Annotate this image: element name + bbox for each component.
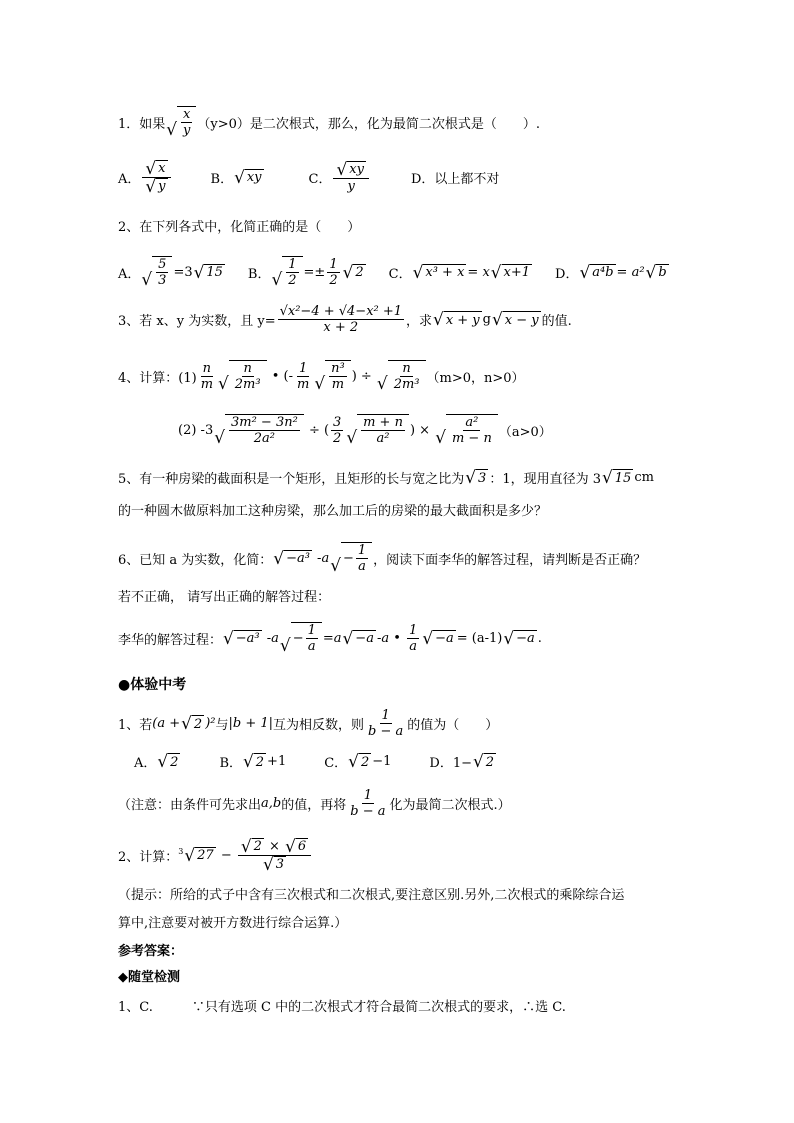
q5-text1: 5、有一种房梁的截面积是一个矩形，且矩形的长与宽之比为 <box>118 472 465 487</box>
e1-b-tail: +1 <box>267 754 287 769</box>
option-c-expr: √ xy y <box>333 161 368 194</box>
answers-title: 参考答案： <box>118 944 184 959</box>
question-4-part2 <box>178 414 552 446</box>
q6-minus-a3: -a • <box>376 630 406 646</box>
q2-stem-text: 2、在下列各式中，化简正确的是（ ） <box>118 220 361 235</box>
q2-c-rad: √ x³ + x <box>412 261 465 282</box>
q5-rad: √ 3 <box>465 467 487 488</box>
e1-b-label: B． <box>219 756 242 771</box>
q4-rad6: √ $\frac{\text{a²}}{m - n}$ <box>435 414 498 446</box>
q4-n-over-m: $\frac{n}{m}$ <box>200 360 214 392</box>
e1-c-tail: −1 <box>372 754 392 769</box>
q2-a-rad: √ $\frac{5}{3}$ <box>141 256 172 288</box>
e1-frac: $\frac{1}{b - a}$ <box>368 708 404 739</box>
e1-text4: 的值为（ ） <box>407 718 499 733</box>
section-exam-title: ●体验中考 <box>118 677 187 693</box>
e1-expr1: (a + <box>152 716 181 731</box>
q6-rad3: √ −a³ <box>223 627 260 648</box>
e1-rad: √ 2 <box>181 713 203 734</box>
q2-d-label: D． <box>555 266 579 282</box>
q1-prefix: 1．如果 <box>118 116 166 132</box>
question-5-line1 <box>118 468 654 487</box>
question-1-options <box>118 160 499 195</box>
q3-dot: g <box>482 312 491 327</box>
e2-frac: √ 2 × √ 6 √ 3 <box>238 838 311 873</box>
q2-a-rad2: √ 15 <box>193 261 223 282</box>
q4-tail1: （m>0，n>0） <box>426 370 525 386</box>
exam-question-1-note <box>118 788 511 819</box>
q6-rad2: √ − $\frac{1}{a}$ <box>330 542 372 574</box>
q6-text4: 李华的解答过程： <box>118 632 223 648</box>
q2-b-rad2: √ 2 <box>342 261 364 282</box>
option-b-expr: √ xy <box>234 166 262 187</box>
q2-a-label: A． <box>118 266 141 282</box>
e1-abs: |b + 1| <box>228 716 274 731</box>
option-a-expr: √ x √ y <box>142 160 170 195</box>
q4-part2-prefix: (2) -3 <box>178 422 214 438</box>
exam-question-2-hint1: （提示：所给的式子中含有三次根式和二次根式,要注意区别.另外,二次根式的乘除综合运 <box>118 888 625 903</box>
q2-a-mid: =3 <box>173 264 193 280</box>
q2-d-mid: = a² <box>616 264 645 280</box>
q3-rad2: √ x − y <box>491 309 539 330</box>
e2-minus: − <box>216 847 236 863</box>
q5-text3: cm <box>634 470 654 485</box>
q6-period: . <box>537 630 542 646</box>
q4-three-half: $\frac{3}{2}$ <box>333 414 342 446</box>
answers-subtitle: ◆随堂检测 <box>118 970 180 985</box>
q3-prefix: 3、若 x、y 为实数，且 y= <box>118 314 276 329</box>
q4-times: ) × <box>409 422 435 438</box>
option-d: D．以上都不对 <box>410 171 500 187</box>
q4-div: ) ÷ <box>351 368 376 384</box>
q2-d-rad2: √ b <box>645 261 667 282</box>
q4-rad4: √ $\frac{\text{3m² − 3n²}}{\text{2a²}}$ <box>214 414 304 446</box>
e1-d-label: D．1− <box>429 756 472 771</box>
q4-rad5: √ $\frac{m + n}{\text{a²}}$ <box>346 414 409 446</box>
q2-b-half: $\frac{1}{2}$ <box>329 256 338 288</box>
q2-c-mid: = x <box>467 264 490 280</box>
exam-question-2-hint2: 算中,注意要对被开方数进行综合运算.） <box>118 916 348 931</box>
q2-d-rad: √ a⁴b <box>579 261 614 282</box>
option-c-label: C． <box>308 171 332 187</box>
question-3 <box>118 304 572 335</box>
exam-question-1: 1、若 (a + √ 2 )² 与 |b + 1| 互为相反数，则 $\frac{1}{b - a}$ 的值为（ ） <box>118 708 499 739</box>
option-b-label: B． <box>210 171 234 187</box>
q6-rad4: √ − $\frac{1}{a}$ <box>280 622 322 654</box>
q4-one-over-m: $\frac{1}{m}$ <box>297 360 310 392</box>
e1-c-rad: √ 2 <box>348 751 370 772</box>
q6-rad6: √ −a <box>422 627 454 648</box>
question-4-part1 <box>118 360 525 392</box>
q6-minus-a2: -a <box>262 630 279 646</box>
q5-text2: ：1，现用直径为 3 <box>489 472 602 487</box>
e1-b-rad: √ 2 <box>243 751 265 772</box>
q4-dot: • (- <box>267 368 293 384</box>
e1-note-a: （注意：由条件可先求出 <box>118 798 262 813</box>
q6-text3: 若不正确， 请写出正确的解答过程： <box>118 590 331 605</box>
q4-rad2: √ $\frac{\text{n³}}{m}$ <box>314 360 350 392</box>
q3-rad1: √ x + y <box>433 309 480 330</box>
e1-text2: 与 <box>215 718 229 733</box>
q6-minus-a: -a <box>312 550 330 566</box>
question-2-stem <box>118 216 360 235</box>
q6-text5: = (a-1) <box>456 630 503 646</box>
q4-rad3: √ $\frac{n}{\text{2m³}}$ <box>377 360 426 392</box>
q4-prefix: 4、计算：(1) <box>118 370 197 386</box>
q3-suffix: 的值. <box>541 314 572 329</box>
e1-a-label: A． <box>134 756 157 771</box>
option-a-label: A． <box>118 171 141 187</box>
e1-text1: 1、若 <box>118 718 153 733</box>
question-6-line3 <box>118 622 542 654</box>
e1-note-b: a,b <box>261 796 282 811</box>
q5-rad2: √ 15 <box>602 467 632 488</box>
q5-text4: 的一种圆木做原料加工这种房梁，那么加工后的房梁的最大截面积是多少？ <box>118 504 548 519</box>
q1-suffix: （y>0）是二次根式，那么，化为最简二次根式是（ ）. <box>197 116 541 132</box>
exam-question-1-options <box>134 752 497 771</box>
q3-mid: ，求 <box>406 314 433 329</box>
q4-rad1: √ $\frac{n}{\text{2m³}}$ <box>218 360 267 392</box>
q3-fraction: $\frac{\text{√x²−4 + √4−x² +1}}{x + 2}$ <box>279 304 403 335</box>
question-1 <box>118 106 540 138</box>
e2-stem: 2、计算： <box>118 849 179 865</box>
question-6-line2 <box>118 586 330 605</box>
q2-b-mid: =± <box>303 264 326 280</box>
q6-rad7: √ −a <box>503 627 535 648</box>
q6-frac: $\frac{1}{a}$ <box>409 622 418 654</box>
answer-1: 1、C. ∵只有选项 C 中的二次根式才符合最简二次根式的要求，∴选 C. <box>118 1000 566 1015</box>
e1-note-frac: $\frac{1}{b - a}$ <box>350 788 386 819</box>
e1-a-rad: √ 2 <box>157 751 179 772</box>
q6-rad1: √ −a³ <box>273 547 310 568</box>
e1-text3: 互为相反数，则 <box>273 718 365 733</box>
question-2-options <box>118 256 670 288</box>
e2-rad27: √ 27 <box>184 844 214 865</box>
e1-note-d: 化为最简二次根式.） <box>389 798 511 813</box>
q6-eq-a: =a <box>322 630 342 646</box>
q2-c-label: C． <box>388 266 412 282</box>
q6-rad5: √ −a <box>342 627 374 648</box>
e1-d-rad: √ 2 <box>472 751 495 772</box>
q4-div2: ÷ ( <box>304 422 330 438</box>
sqrt-x-over-y: √ $\frac{x}{y}$ <box>166 106 196 138</box>
question-6-line1 <box>118 542 646 574</box>
question-5-line2 <box>118 500 547 519</box>
e1-note-c: 的值，再将 <box>281 798 347 813</box>
exam-question-2 <box>118 838 313 873</box>
q6-text1: 6、已知 a 为实数，化简： <box>118 552 273 568</box>
q2-b-label: B． <box>247 266 271 282</box>
q4-tail2: （a>0） <box>498 424 552 440</box>
q2-c-rad2: √ x+1 <box>490 261 531 282</box>
e2-cuberoot: 3 <box>178 847 184 857</box>
q2-b-rad: √ $\frac{1}{2}$ <box>271 256 302 288</box>
e1-c-label: C． <box>324 756 348 771</box>
q6-text2: ，阅读下面李华的解答过程，请判断是否正确？ <box>373 552 647 568</box>
